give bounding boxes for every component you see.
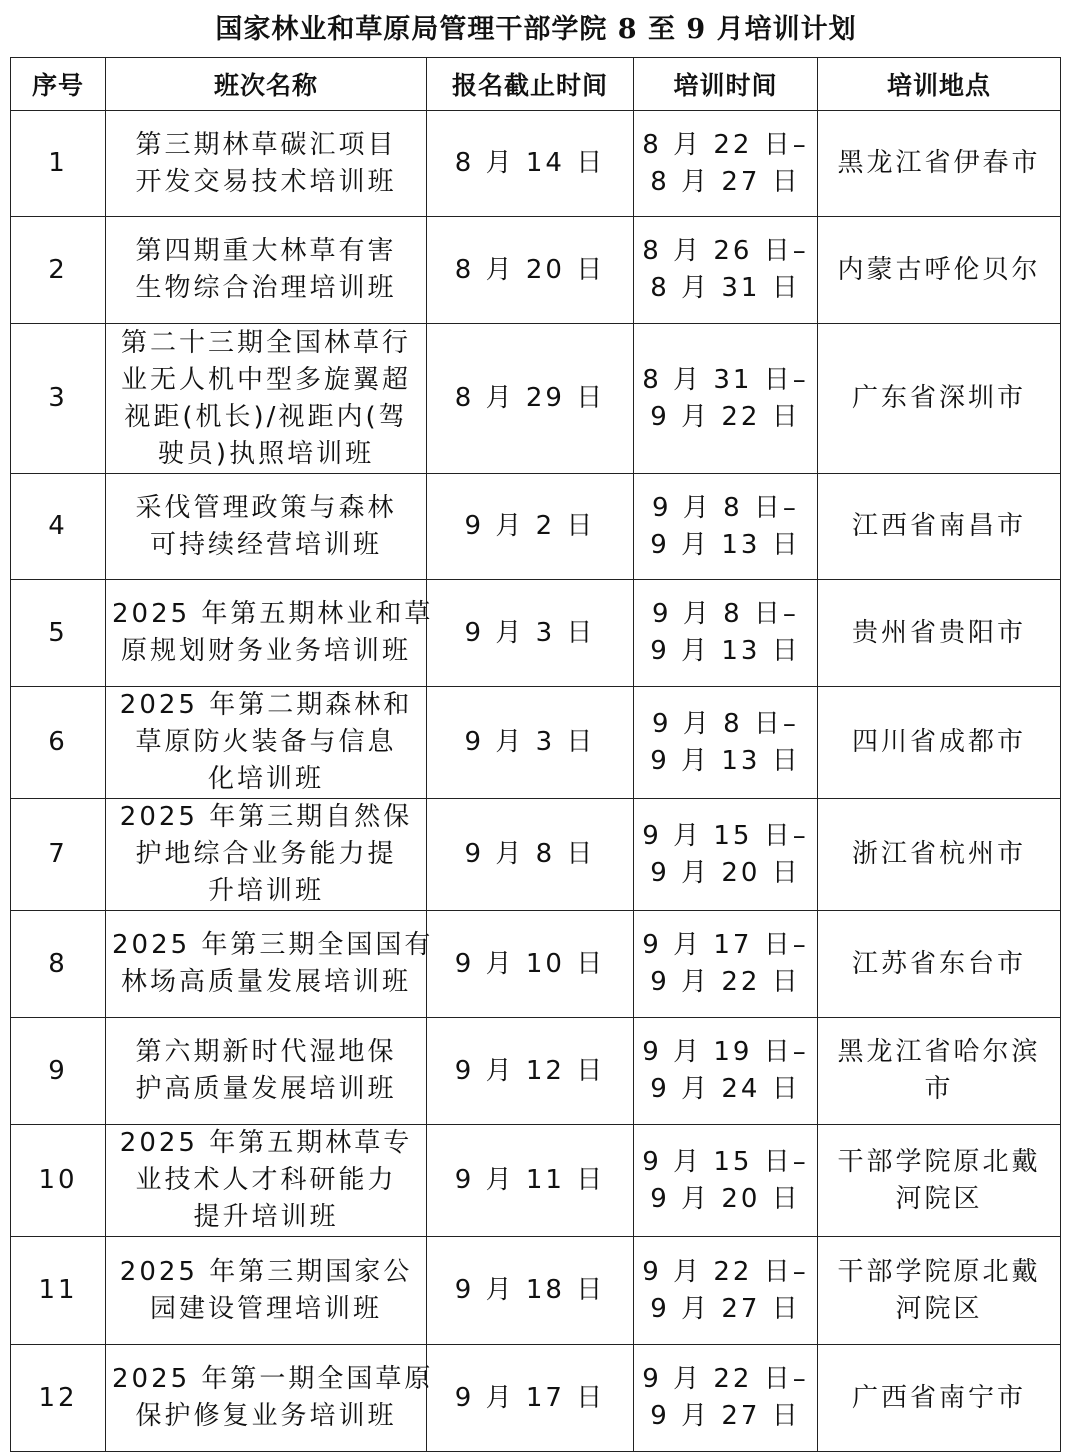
training-period-cell-line: 9 月 13 日 <box>650 745 801 776</box>
class-name-cell-line: 采伐管理政策与森林 <box>135 492 397 523</box>
class-name-cell-line: 可持续经营培训班 <box>149 529 382 560</box>
location-cell-line: 贵州省贵阳市 <box>851 617 1026 648</box>
location-cell <box>818 1345 1061 1452</box>
training-period-cell-line: 9 月 22 日– <box>642 1256 809 1287</box>
table-row <box>11 324 1061 474</box>
deadline-cell: 9 月 18 日 <box>427 1237 634 1345</box>
deadline-cell: 9 月 3 日 <box>427 687 634 799</box>
header-row <box>11 58 1061 111</box>
location-cell-line: 河院区 <box>895 1183 983 1214</box>
row-number: 11 <box>11 1237 106 1345</box>
class-name-cell-line: 园建设管理培训班 <box>149 1293 382 1324</box>
class-name-cell-line: 2025 年第五期林业和草 <box>112 599 434 629</box>
training-period-cell-line: 9 月 15 日– <box>642 1146 809 1177</box>
header-deadline: 报名截止时间 <box>427 58 634 111</box>
training-period-cell <box>634 324 818 474</box>
training-period-cell-line: 9 月 8 日– <box>652 492 799 523</box>
training-period-cell-line: 8 月 27 日 <box>650 166 801 197</box>
row-number: 8 <box>11 911 106 1018</box>
row-number: 5 <box>11 580 106 687</box>
class-name-cell-line: 2025 年第一期全国草原 <box>112 1364 434 1394</box>
deadline-cell: 9 月 10 日 <box>427 911 634 1018</box>
row-number: 9 <box>11 1018 106 1125</box>
location-cell <box>818 799 1061 911</box>
training-period-cell <box>634 580 818 687</box>
table-row <box>11 1018 1061 1125</box>
location-cell-line: 河院区 <box>895 1293 983 1324</box>
training-period-cell-line: 9 月 13 日 <box>650 529 801 560</box>
location-cell-line: 干部学院原北戴 <box>837 1256 1041 1287</box>
location-cell <box>818 1018 1061 1125</box>
class-name-cell <box>106 799 427 911</box>
class-name-cell-line: 开发交易技术培训班 <box>135 166 397 197</box>
row-number: 3 <box>11 324 106 474</box>
class-name-cell <box>106 1018 427 1125</box>
location-cell <box>818 580 1061 687</box>
training-period-cell-line: 8 月 26 日– <box>642 236 809 266</box>
table-row <box>11 474 1061 580</box>
class-name-cell <box>106 474 427 580</box>
table-row <box>11 1237 1061 1345</box>
training-period-cell-line: 9 月 8 日– <box>652 599 799 629</box>
training-period-cell-line: 9 月 27 日 <box>650 1293 801 1324</box>
training-period-cell <box>634 1345 818 1452</box>
class-name-cell-line: 林场高质量发展培训班 <box>120 967 411 997</box>
class-name-cell-line: 2025 年第五期林草专 <box>119 1128 413 1158</box>
location-cell <box>818 111 1061 217</box>
class-name-cell-line: 第三期林草碳汇项目 <box>135 129 397 160</box>
location-cell-line: 广东省深圳市 <box>851 383 1026 413</box>
location-cell <box>818 687 1061 799</box>
class-name-cell <box>106 1237 427 1345</box>
header-location: 培训地点 <box>818 58 1061 111</box>
class-name-cell-line: 第六期新时代湿地保 <box>135 1037 397 1067</box>
location-cell-line: 黑龙江省伊春市 <box>837 148 1041 178</box>
class-name-cell-line: 第二十三期全国林草行 <box>120 327 411 358</box>
class-name-cell <box>106 687 427 799</box>
training-period-cell-line: 8 月 31 日– <box>642 364 809 395</box>
location-cell <box>818 911 1061 1018</box>
table-body <box>11 111 1061 1452</box>
row-number: 2 <box>11 217 106 324</box>
location-cell-line: 江西省南昌市 <box>851 511 1026 541</box>
training-period-cell-line: 9 月 24 日 <box>650 1074 801 1104</box>
training-period-cell <box>634 1125 818 1237</box>
table-row <box>11 687 1061 799</box>
location-cell-line: 江苏省东台市 <box>851 948 1026 979</box>
row-number: 6 <box>11 687 106 799</box>
training-period-cell-line: 9 月 8 日– <box>652 708 799 739</box>
class-name-cell <box>106 1125 427 1237</box>
header-no: 序号 <box>11 58 106 111</box>
class-name-cell-line: 业无人机中型多旋翼超 <box>120 364 411 395</box>
training-period-cell-line: 9 月 22 日– <box>642 1364 809 1394</box>
training-period-cell-line: 9 月 19 日– <box>642 1037 809 1067</box>
table-row <box>11 217 1061 324</box>
row-number: 12 <box>11 1345 106 1452</box>
class-name-cell-line: 驶员)执照培训班 <box>157 438 375 469</box>
deadline-cell: 9 月 11 日 <box>427 1125 634 1237</box>
location-cell-line: 四川省成都市 <box>851 727 1026 757</box>
class-name-cell-line: 提升培训班 <box>193 1202 339 1232</box>
class-name-cell <box>106 1345 434 1452</box>
row-number: 4 <box>11 474 106 580</box>
class-name-cell-line: 化培训班 <box>207 764 324 794</box>
training-period-cell <box>634 799 818 911</box>
class-name-cell <box>106 911 434 1018</box>
training-period-cell <box>634 217 818 324</box>
training-period-cell <box>634 687 818 799</box>
location-cell-line: 广西省南宁市 <box>851 1382 1026 1413</box>
training-plan-table <box>10 57 1061 1452</box>
class-name-cell-line: 第四期重大林草有害 <box>135 236 397 266</box>
class-name-cell <box>106 111 427 217</box>
class-name-cell-line: 护地综合业务能力提 <box>135 839 397 869</box>
document-title: 国家林业和草原局管理干部学院 8 至 9 月培训计划 <box>215 14 857 45</box>
class-name-cell <box>106 580 434 687</box>
class-name-cell-line: 业技术人才科研能力 <box>135 1165 397 1195</box>
deadline-cell: 9 月 17 日 <box>427 1345 634 1452</box>
training-period-cell-line: 9 月 13 日 <box>650 636 801 666</box>
training-period-cell-line: 8 月 31 日 <box>650 273 801 303</box>
location-cell <box>818 1125 1061 1237</box>
training-period-cell-line: 8 月 22 日– <box>642 129 809 160</box>
table-row <box>11 911 1061 1018</box>
training-period-cell-line: 9 月 20 日 <box>650 857 801 888</box>
row-number: 7 <box>11 799 106 911</box>
row-number: 10 <box>11 1125 106 1237</box>
class-name-cell-line: 2025 年第三期全国国有 <box>112 930 434 960</box>
class-name-cell <box>106 324 427 474</box>
deadline-cell: 8 月 20 日 <box>427 217 634 324</box>
table-header <box>11 58 1061 111</box>
training-period-cell-line: 9 月 22 日 <box>650 967 801 997</box>
header-class-name: 班次名称 <box>106 58 427 111</box>
class-name-cell-line: 生物综合治理培训班 <box>135 273 397 303</box>
class-name-cell-line: 2025 年第二期森林和 <box>119 690 413 720</box>
training-period-cell <box>634 1018 818 1125</box>
location-cell-line: 干部学院原北戴 <box>837 1146 1041 1177</box>
location-cell-line: 黑龙江省哈尔滨 <box>837 1037 1041 1067</box>
table-row <box>11 1345 1061 1452</box>
table-row <box>11 580 1061 687</box>
location-cell <box>818 1237 1061 1345</box>
location-cell-line: 浙江省杭州市 <box>851 839 1026 869</box>
training-period-cell-line: 9 月 22 日 <box>650 401 801 432</box>
training-period-cell <box>634 1237 818 1345</box>
training-period-cell-line: 9 月 15 日– <box>642 820 809 851</box>
row-number: 1 <box>11 111 106 217</box>
training-period-cell <box>634 111 818 217</box>
class-name-cell-line: 草原防火装备与信息 <box>135 727 397 757</box>
table-row <box>11 111 1061 217</box>
location-cell-line: 内蒙古呼伦贝尔 <box>837 254 1041 285</box>
deadline-cell: 8 月 14 日 <box>427 111 634 217</box>
deadline-cell: 9 月 12 日 <box>427 1018 634 1125</box>
training-period-cell-line: 9 月 20 日 <box>650 1183 801 1214</box>
class-name-cell-line: 2025 年第三期国家公 <box>119 1256 413 1287</box>
class-name-cell-line: 保护修复业务培训班 <box>135 1401 397 1431</box>
deadline-cell: 9 月 8 日 <box>427 799 634 911</box>
class-name-cell-line: 视距(机长)/视距内(驾 <box>124 401 408 432</box>
deadline-cell: 9 月 3 日 <box>427 580 634 687</box>
deadline-cell: 8 月 29 日 <box>427 324 634 474</box>
class-name-cell-line: 原规划财务业务培训班 <box>120 636 411 666</box>
class-name-cell-line: 2025 年第三期自然保 <box>119 802 413 832</box>
header-training-period: 培训时间 <box>634 58 818 111</box>
class-name-cell <box>106 217 427 324</box>
training-period-cell-line: 9 月 27 日 <box>650 1401 801 1431</box>
location-cell-line: 市 <box>924 1074 954 1104</box>
training-period-cell-line: 9 月 17 日– <box>642 930 809 960</box>
location-cell <box>818 474 1061 580</box>
training-period-cell <box>634 911 818 1018</box>
location-cell <box>818 217 1061 324</box>
class-name-cell-line: 护高质量发展培训班 <box>135 1074 397 1104</box>
table-row <box>11 1125 1061 1237</box>
deadline-cell: 9 月 2 日 <box>427 474 634 580</box>
table-row <box>11 799 1061 911</box>
class-name-cell-line: 升培训班 <box>207 876 324 906</box>
location-cell <box>818 324 1061 474</box>
training-period-cell <box>634 474 818 580</box>
